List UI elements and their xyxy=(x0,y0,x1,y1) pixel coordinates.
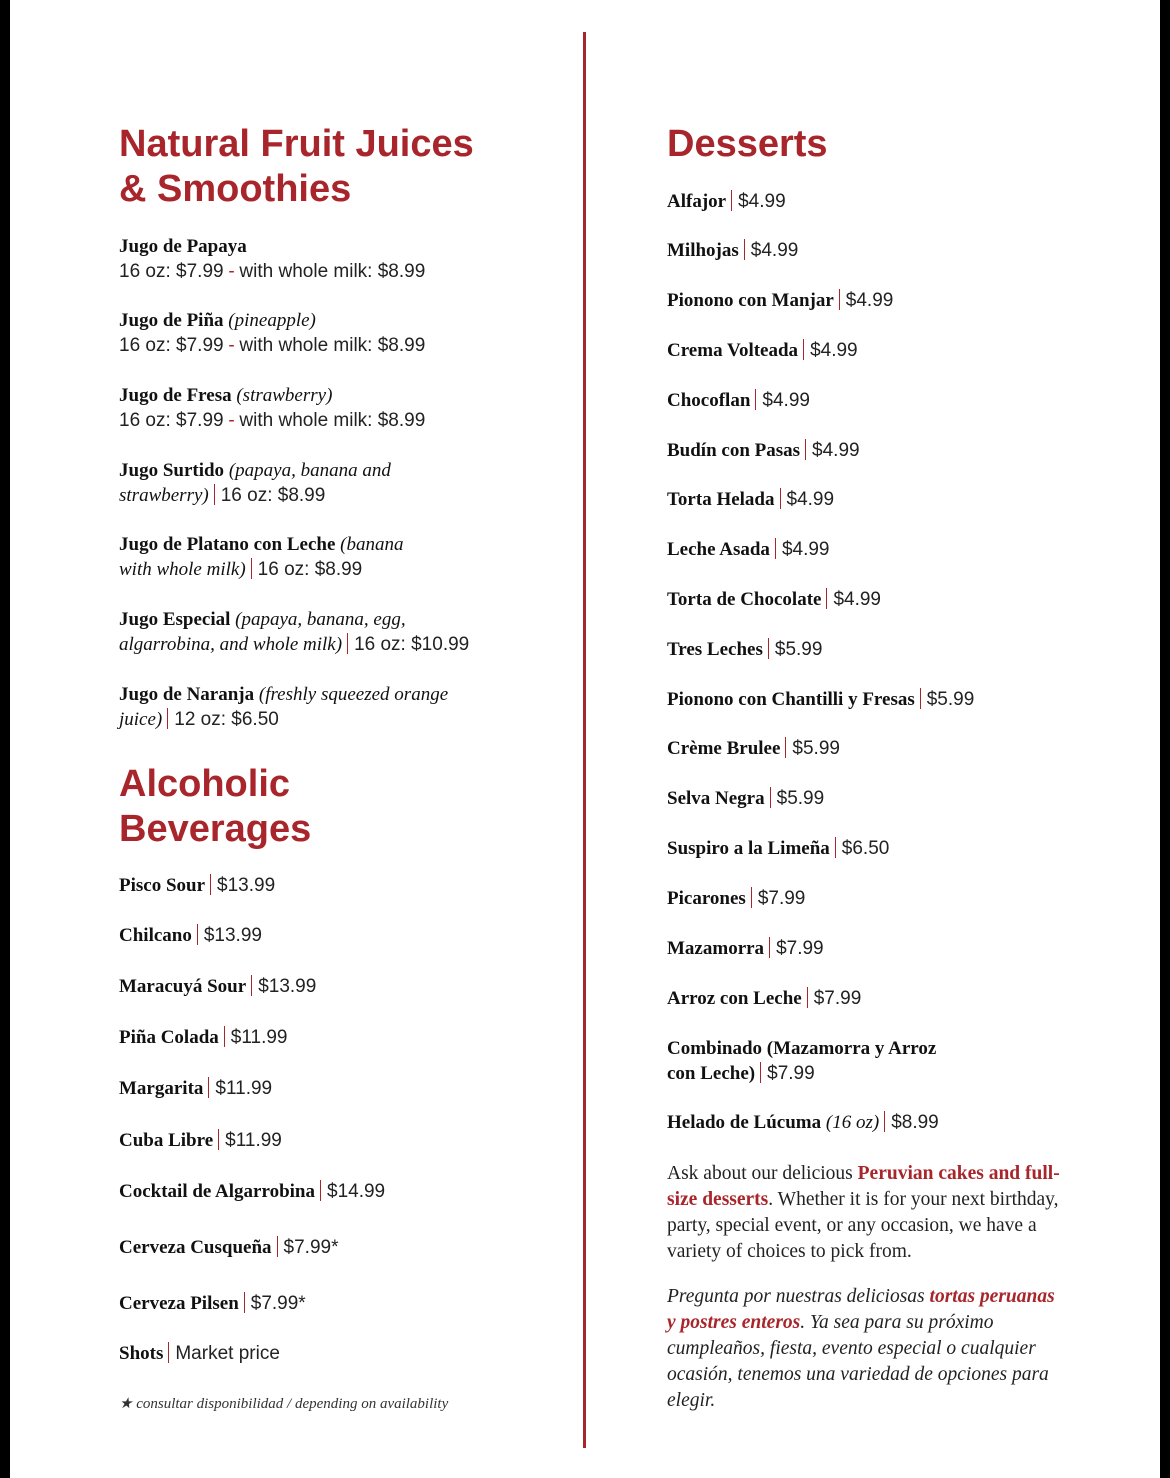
dessert-item: Milhojas $4.99 xyxy=(667,240,799,261)
alcohol-item: Chilcano $13.99 xyxy=(119,925,262,946)
menu-page xyxy=(10,0,1160,1478)
alcohol-item: Pisco Sour $13.99 xyxy=(119,875,276,896)
alcohol-item: Cocktail de Algarrobina $14.99 xyxy=(119,1181,386,1202)
dessert-item: Suspiro a la Limeña $6.50 xyxy=(667,838,890,859)
juice-item-platano: Jugo de Platano con Leche (banana with whole milk) 16 oz: $8.99 xyxy=(119,534,404,580)
dessert-item: Chocoflan $4.99 xyxy=(667,390,810,411)
alcohol-item: Maracuyá Sour $13.99 xyxy=(119,976,317,997)
juice-item-pina: Jugo de Piña (pineapple) 16 oz: $7.99 - with whole milk: $8.99 xyxy=(119,310,426,356)
alcohol-item: Shots Market price xyxy=(119,1343,280,1364)
juice-item-naranja: Jugo de Naranja (freshly squeezed orange juice) 12 oz: $6.50 xyxy=(119,684,449,730)
dessert-item: Picarones $7.99 xyxy=(667,888,806,909)
dessert-item: Pionono con Manjar $4.99 xyxy=(667,290,894,311)
dessert-item-helado: Helado de Lúcuma (16 oz) $8.99 xyxy=(667,1112,939,1133)
dessert-item: Arroz con Leche $7.99 xyxy=(667,988,862,1009)
promo-english: Ask about our delicious Peruvian cakes and full-size desserts. Whether it is for your next birthday, party, special event, or any occasion, we have a variety of choices to pick from. xyxy=(667,1163,1060,1262)
promo-spanish: Pregunta por nuestras deliciosas tortas peruanas y postres enteros. Ya sea para su próximo cumpleaños, fiesta, evento especial o cualquier ocasión, tenemos una variedad de opciones para elegir. xyxy=(667,1286,1055,1411)
dessert-item: Mazamorra $7.99 xyxy=(667,938,824,959)
dessert-item-combinado: Combinado (Mazamorra y Arroz con Leche) $7.99 xyxy=(667,1038,937,1084)
alcohol-heading: Alcoholic Beverages xyxy=(119,763,312,850)
juice-item-fresa: Jugo de Fresa (strawberry) 16 oz: $7.99 - with whole milk: $8.99 xyxy=(119,385,426,431)
juice-item-especial: Jugo Especial (papaya, banana, egg, algarrobina, and whole milk) 16 oz: $10.99 xyxy=(119,609,470,655)
alcohol-item: Piña Colada $11.99 xyxy=(119,1027,288,1048)
desserts-heading: Desserts xyxy=(667,123,828,165)
column-divider xyxy=(583,32,586,1448)
dessert-item: Selva Negra $5.99 xyxy=(667,788,825,809)
alcohol-item: Cerveza Cusqueña $7.99* xyxy=(119,1237,339,1258)
juices-heading: Natural Fruit Juices & Smoothies xyxy=(119,123,474,210)
dessert-item: Alfajor $4.99 xyxy=(667,191,786,212)
juice-item-papaya: Jugo de Papaya 16 oz: $7.99 - with whole milk: $8.99 xyxy=(119,236,426,282)
juice-item-surtido: Jugo Surtido (papaya, banana and strawberry) 16 oz: $8.99 xyxy=(119,460,391,506)
dessert-item: Crème Brulee $5.99 xyxy=(667,738,840,759)
alcohol-item: Cerveza Pilsen $7.99* xyxy=(119,1293,306,1314)
dessert-item: Torta Helada $4.99 xyxy=(667,489,835,510)
dessert-item: Pionono con Chantilli y Fresas $5.99 xyxy=(667,689,975,710)
dessert-item: Tres Leches $5.99 xyxy=(667,639,823,660)
dessert-item: Budín con Pasas $4.99 xyxy=(667,440,860,461)
dessert-item: Crema Volteada $4.99 xyxy=(667,340,858,361)
availability-footnote: ★ consultar disponibilidad / depending on availability xyxy=(119,1396,449,1412)
alcohol-item: Margarita $11.99 xyxy=(119,1078,273,1099)
dessert-item: Leche Asada $4.99 xyxy=(667,539,830,560)
dessert-item: Torta de Chocolate $4.99 xyxy=(667,589,881,610)
alcohol-item: Cuba Libre $11.99 xyxy=(119,1130,282,1151)
